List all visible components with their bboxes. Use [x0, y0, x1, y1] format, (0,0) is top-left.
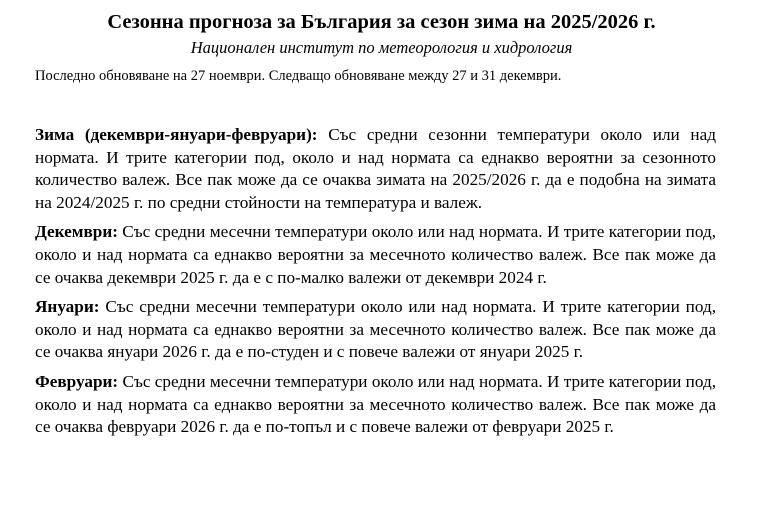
update-note: Последно обновяване на 27 ноември. Следващо обновяване между 27 и 31 декември.	[35, 68, 562, 84]
section-text: Със средни месечни температури около или над нормата. И трите категории под, около и над нормата са еднакво вероятни за месечното количество валеж. Все пак може да се очаква януари 2026 г. да е по-студен и с повече валежи от януари 2025 г.	[35, 297, 716, 362]
section-text: Със средни месечни температури около или над нормата. И трите категории под, около и над нормата са еднакво вероятни за месечното количество валеж. Все пак може да се очаква февруари 2026 г. да е по-топъл и с повече валежи от февруари 2025 г.	[35, 371, 716, 437]
forecast-january	[35, 296, 716, 364]
forecast-february	[35, 371, 716, 439]
section-text: Със средни месечни температури около или над нормата. И трите категории под, около и над нормата са еднакво вероятни за месечното количество валеж. Все пак може да се очаква декември 2025 г. да е с по-малко валежи от декември 2024 г.	[35, 222, 716, 287]
forecast-content	[35, 124, 716, 446]
forecast-december	[35, 221, 716, 289]
section-heading: Декември:	[35, 222, 118, 242]
section-heading: Януари:	[35, 297, 100, 317]
section-heading: Зима (декември-януари-февруари):	[35, 125, 318, 144]
page-title: Сезонна прогноза за България за сезон зима на 2025/2026 г.	[107, 11, 656, 33]
page-subtitle: Национален институт по метеорология и хидрология	[190, 38, 573, 57]
forecast-winter	[35, 124, 716, 214]
section-text: Със средни сезонни температури около или над нормата. И трите категории под, около и над нормата са еднакво вероятни за сезонното количество валеж. Все пак може да се очаква зимата на 2025/2026 г. да е подобна на зимата на 2024/2025 г. по средни стойности на температура и валеж.	[35, 125, 716, 212]
section-heading: Февруари:	[35, 371, 119, 391]
